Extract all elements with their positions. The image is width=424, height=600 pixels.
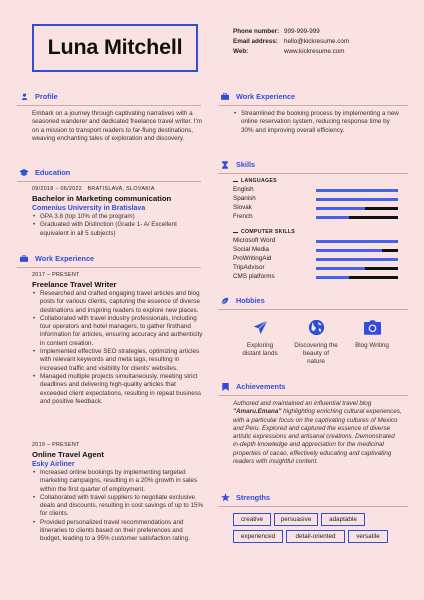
job-2-date: 2019 – PRESENT	[32, 442, 80, 448]
graduation-cap-icon	[17, 169, 31, 176]
globe-icon	[286, 318, 346, 336]
list-item: • Collaborated with travel industry professionals, including tour operators and hotel managers, to gather firsthand information for articles, ensuring accuracy and authenticity in content creation.	[32, 315, 204, 348]
skill-bar	[316, 249, 398, 253]
skill-bar	[316, 189, 398, 193]
contact-web: Web: www.kickresume.com	[233, 48, 345, 55]
skill-bar-fill	[316, 267, 365, 271]
work-divider-left	[17, 267, 201, 268]
list-item: • Managed multiple projects simultaneously, meeting strict deadlines and delivering high-quality articles that exceeded client expectations, resulting in repeat business and positive feedback.	[32, 373, 204, 406]
education-degree: Bachelor in Marketing communication	[32, 194, 172, 203]
list-item: • Researched and crafted engaging travel articles and blog posts for various clients, capturing the essence of diverse destinations and inspiring readers to explore new places.	[32, 290, 204, 315]
skill-bar-fill	[316, 249, 382, 253]
achievements-text: Authored and maintained an influential travel blog "Amaru.Emana" highlighting enriching cultural experiences, with a particular focus on the captivating cultures of Mexico and Peru. Explored and captured the essence of diverse artistic expressions and artisanal creations. Demonstrated in-depth knowledge and appreciation for the medicinal properties of cacao, effectively educating and captivating readers with insightful content.	[233, 400, 402, 466]
skills-heading: Skills	[218, 160, 255, 170]
blog-name: "Amaru.Emana"	[233, 408, 282, 416]
hobby-item: Blog Writing	[342, 318, 402, 350]
job-2-company: Esky Airliner	[32, 461, 75, 468]
strength-tag: creative	[233, 513, 271, 526]
skill-bar-fill	[316, 216, 349, 220]
skill-bar-fill	[316, 207, 365, 211]
list-item: • Streamlined the booking process by implementing a new online reservation system, reducing response time by 30% and improving overall efficiency.	[233, 110, 403, 135]
list-item: • Increased online bookings by implementing targeted marketing campaigns, resulting in a 20% growth in sales within the first quarter of employment.	[32, 469, 204, 494]
skill-bar-fill	[316, 258, 398, 262]
profile-divider	[17, 105, 201, 106]
candidate-name: Luna Mitchell	[47, 35, 183, 60]
star-icon	[218, 493, 232, 502]
education-divider	[17, 181, 201, 182]
languages-subheading: LANGUAGES	[233, 178, 277, 185]
skill-bar-fill	[316, 198, 398, 202]
skill-bar	[316, 216, 398, 220]
strength-tag: adaptable	[321, 513, 365, 526]
skill-bar-fill	[316, 276, 349, 280]
skill-bar-fill	[316, 189, 398, 193]
work-heading-right: Work Experience	[218, 92, 295, 102]
strength-tag: versatile	[348, 530, 388, 543]
profile-heading: Profile	[17, 92, 58, 102]
skill-row: CMS platforms	[233, 273, 398, 282]
hobbies-divider	[218, 309, 408, 310]
contact-phone: Phone number: 999-999-999	[233, 28, 320, 35]
skill-row: TripAdvisor	[233, 264, 398, 273]
job-1-role: Freelance Travel Writer	[32, 280, 117, 289]
airplane-icon	[230, 318, 290, 336]
work-heading-left: Work Experience	[17, 254, 94, 264]
job-1-date: 2017 – PRESENT	[32, 272, 80, 278]
skill-bar	[316, 198, 398, 202]
hobbies-heading: Hobbies	[218, 296, 265, 306]
hobby-item: Exploring distant lands	[230, 318, 290, 358]
person-icon	[17, 93, 31, 100]
list-item: • GPA 3.8 (top 10% of the program)	[32, 213, 204, 221]
skill-bar	[316, 267, 398, 271]
skill-bar-fill	[316, 240, 398, 244]
contact-email: Email address: hello@kickresume.com	[233, 38, 350, 45]
work-right-bullets	[233, 110, 403, 135]
skill-bar	[316, 207, 398, 211]
skill-bar	[316, 276, 398, 280]
contact-block	[233, 27, 349, 57]
list-item: • Implemented effective SEO strategies, optimizing articles with relevant keywords and meta tags, resulting in increased traffic and visibility for clients' websites.	[32, 348, 204, 373]
skill-row: Microsoft Word	[233, 237, 398, 246]
leaf-icon	[218, 297, 232, 305]
job-2-role: Online Travel Agent	[32, 450, 104, 459]
profile-text: Embark on a journey through captivating narratives with a seasoned wanderer and dedicated freelance travel writer. I'm on a mission to transport readers to far-flung destinations, weaving enchanting tales of exploration and discovery.	[32, 110, 202, 143]
job-1-bullets	[32, 290, 204, 406]
briefcase-icon	[218, 93, 232, 100]
skill-row: Spanish	[233, 195, 398, 204]
skills-divider	[218, 173, 408, 174]
name-box	[32, 24, 198, 72]
skill-bar	[316, 240, 398, 244]
bookmark-icon	[218, 383, 232, 391]
strengths-heading: Strengths	[218, 493, 270, 503]
education-bullets	[32, 213, 204, 238]
achievements-divider	[218, 395, 408, 396]
skill-row: Slovak	[233, 204, 398, 213]
strength-tag: persuasive	[274, 513, 318, 526]
list-item: • Provided personalized travel recommendations and itineraries to clients based on their preferences and budget, leading to a 95% customer satisfaction rating.	[32, 519, 204, 544]
skill-bar	[316, 258, 398, 262]
skill-row: English	[233, 186, 398, 195]
briefcase-icon	[17, 255, 31, 262]
work-divider-right	[218, 105, 408, 106]
achievements-heading: Achievements	[218, 382, 285, 392]
skill-row: ProWritingAid	[233, 255, 398, 264]
job-2-bullets	[32, 469, 204, 544]
education-date-location: 09/2018 – 06/2022 BRATISLAVA, SLOVAKIA	[32, 186, 155, 192]
skill-row: Social Media	[233, 246, 398, 255]
strength-tag: experienced	[233, 530, 283, 543]
list-item: • Collaborated with travel suppliers to negotiate exclusive deals and discounts, resulting in cost savings of up to 15% for clients.	[32, 494, 204, 519]
computer-skills-subheading: COMPUTER SKILLS	[233, 229, 295, 236]
education-school: Comenius University in Bratislava	[32, 205, 146, 212]
camera-icon	[342, 318, 402, 336]
hobby-item: Discovering the beauty of nature	[286, 318, 346, 367]
education-heading: Education	[17, 168, 70, 178]
strengths-divider	[218, 506, 408, 507]
skill-row: French	[233, 213, 398, 222]
list-item: • Graduated with Distinction (Grade 1- A/ Excellent equivalent in all 5 subjects)	[32, 221, 204, 238]
hourglass-icon	[218, 161, 232, 169]
strength-tag: detail-oriented	[286, 530, 345, 543]
